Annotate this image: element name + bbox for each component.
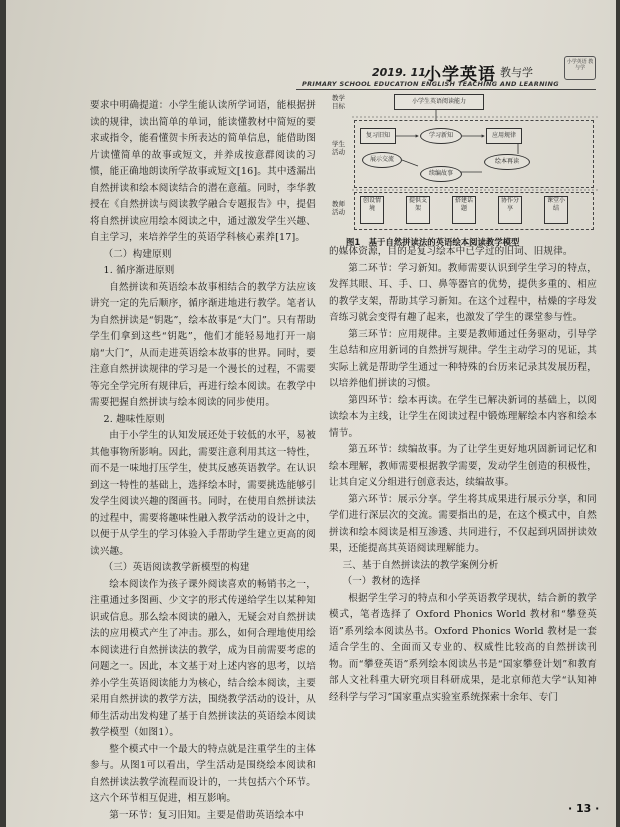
figure-goal-box: 小学生英语阅读能力 [394,94,484,110]
page-number: · 13 · [568,802,600,815]
paragraph: 根据学生学习的特点和小学英语教学现状，结合新的教学模式，笔者选择了 Oxford Phonics World 教材和“攀登英语”系列绘本阅读丛书。Oxford Phonics World 教材是一套适合学生的、全面而又专业的、权威性比较高的自然拼读刊物。而“攀登英语”系列绘本阅读丛书是“国家攀登计划”和教育部人文社科重大研究项目科研成果，是北京师范大学“认知神经科学与学习”国家重点实验室系统探索十余年、专门 [329,592,597,703]
paragraph: 第四环节：绘本再读。在学生已解决新词的基础上，以阅读绘本为主线，让学生在阅读过程中锻炼理解绘本内容和绘本情节。 [329,394,597,439]
journal-title: 小学英语 [424,65,496,85]
section-heading: （三）英语阅读教学新模型的构建 [103,562,250,573]
activity-continue: 续编故事 [420,166,462,182]
figure-caption: 图1 基于自然拼读法的英语绘本阅读教学模型 [346,237,520,247]
row-label-goal: 教学目标 [332,94,345,110]
journal-english-title: PRIMARY SCHOOL EDUCATION ENGLISH TEACHING AND LEARNING [302,80,559,88]
paragraph: 第五环节：续编故事。为了让学生更好地巩固新词记忆和绘本理解，教师需要根据教学需要，发动学生创造的积极性，让其自定义分组进行创意表达，续编故事。 [329,444,597,488]
teacher-topic: 搭建话题 [452,196,476,224]
teacher-summary: 课堂小结 [544,196,568,224]
row-label-teacher: 教师活动 [332,200,345,216]
issue-date: 2019. 11 [372,66,426,79]
teacher-scaffold: 提供支架 [406,196,430,224]
model-figure [332,92,598,232]
paragraph: 的媒体资源，目的是复习绘本中已学过的旧词、旧规律。 [329,246,573,257]
activity-share: 展示交流 [362,152,402,168]
paragraph: 第三环节：应用规律。主要是教师通过任务驱动，引导学生总结和应用新词的自然拼写规律。学生主动学习的见证，其实际上就是帮助学生通过一种特殊的台历来记录其发展历程，以培养他们拼读的习惯。 [329,328,597,389]
activity-reread: 绘本再读 [484,154,530,170]
section-heading: （一）教材的选择 [342,576,421,587]
activity-apply: 应用规律 [486,128,522,144]
right-column [329,244,597,706]
teacher-situation: 创设情境 [360,196,384,224]
row-label-student: 学生活动 [332,140,345,156]
paragraph: 由于小学生的认知发展还处于较低的水平，易被其他事物所影响。因此，需要注意利用其这一特性，而不是一味地打压学生，使其反感英语教学。在认识到这一特性的基础上，选择绘本时，需要挑选能够引发学生阅读兴趣的图画书。同时，在使用自然拼读法的过程中，需要将趣味性融入教学活动的设计之中，以便于从学生的学习体验入手帮助学生建立更高的阅读兴趣。 [90,430,316,557]
paragraph: 自然拼读和英语绘本故事相结合的教学方法应该讲究一定的先后顺序，循序渐进地进行教学。笔者认为自然拼读是“钥匙”，绘本故事是“大门”。只有帮助学生们拿到这些“钥匙”，他们才能轻易地打开一扇扇“大门”，从而走进英语绘本故事的世界。同时，要注意自然拼读规律的学习是一个漫长的过程，不需要等完全学完所有规律后，再进行绘本阅读。在教学中需要把握自然拼读与绘本阅读的同步使用。 [90,281,316,408]
section-heading: （二）构建原则 [103,248,172,260]
paragraph: 第二环节：学习新知。教师需要认识到学生学习的特点，发挥其眼、耳、手、口、鼻等器官的优势，提供多重的、相应的教学支架，帮助其学习新知。在这个过程中，枯燥的字母发音练习就会变得有趣了起来，也激发了学生的课堂参与性。 [329,262,597,323]
activity-review: 复习旧知 [360,128,396,144]
paragraph: 第六环节：展示分享。学生将其成果进行展示分享，和同学们进行深层次的交流。需要指出的是，在这个模式中，自然拼读和绘本阅读是相互渗透、共同进行，不仅起到巩固拼读效果，还能提高其英语阅读理解能力。 [329,493,597,554]
left-column [90,98,316,824]
paragraph: 绘本阅读作为孩子课外阅读喜欢的畅销书之一，注重通过多图画、少文字的形式传递给学生以某种知识或信息。那么绘本阅读的融入，无疑会对自然拼读法的应用模式产生了冲击。那么，如何合理地使用绘本阅读进行自然拼读法的教学，成为目前需要考虑的问题之一。因此，本文基于对上述内容的思考，以培养小学生英语阅读能力为核心，结合绘本阅读，主要采用自然拼读的教学方法，围绕教学活动的设计，从师生活动出发构建了基于自然拼读法的英语绘本阅读教学模型（如图1）。 [90,578,316,738]
journal-subtitle: 教与学 [500,66,533,79]
paragraph: 第一环节：复习旧知。主要是借助英语绘本中 [109,809,305,821]
paragraph: 整个模式中一个最大的特点就是注重学生的主体参与。从图1可以看出，学生活动是围绕绘本阅读和自然拼读法教学流程而设计的，一共包括六个环节。这六个环节相互促进，相互影响。 [90,743,316,804]
teacher-collaborate: 协作分享 [498,196,522,224]
section-heading: 三、基于自然拼读法的教学案例分析 [342,559,499,571]
activity-learn: 学习新知 [420,128,462,144]
paragraph: 要求中明确提道：小学生能认读所学词语，能根据拼读的规律，读出简单的单词，能读懂教材中简短的要求或指令，能看懂贺卡所表达的简单信息，能借助图片读懂简单的故事或短文，并养成按意群阅读的习惯，能正确地朗读所学故事或短文[16]。其中透漏出自然拼读和绘本阅读结合的潜在意蕴。同时，李华教授在《自然拼读与阅读教学融合专题报告》中，提倡将自然拼读应用绘本阅读之中，通过激发学生兴趣、自主学习，来培养学生的英语学科核心素养[17]。 [90,100,316,243]
journal-page [6,0,616,827]
header-rule [296,89,596,90]
subsection-heading: 1. 循序渐进原则 [103,265,175,276]
journal-logo: 小学英语 教与学 [564,56,596,80]
subsection-heading: 2. 趣味性原则 [103,413,165,425]
